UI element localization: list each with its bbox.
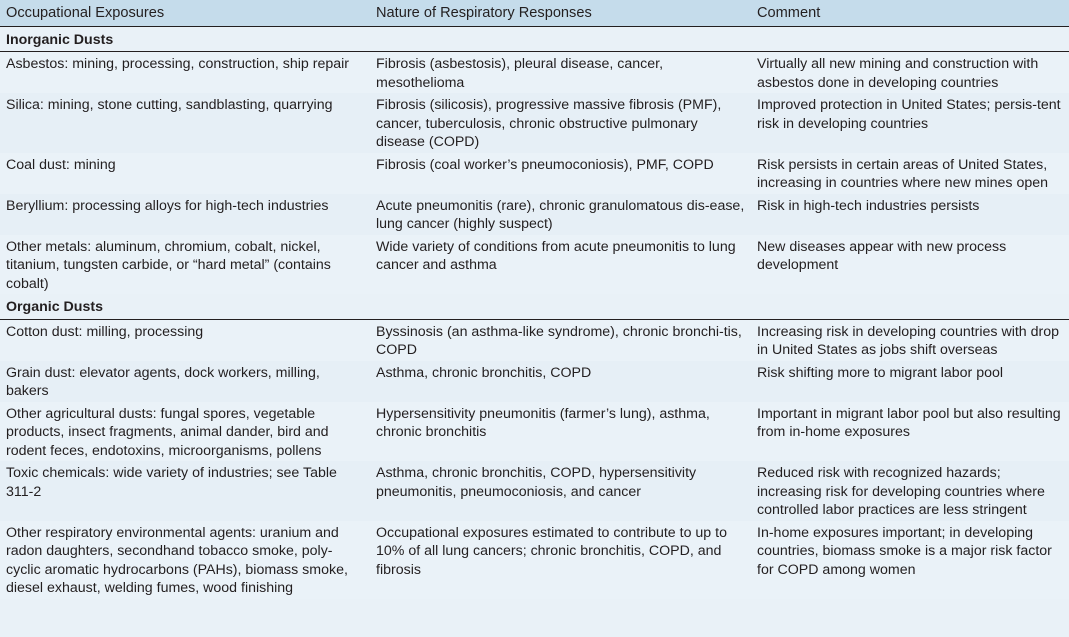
- comment-cell: New diseases appear with new process development: [751, 235, 1069, 295]
- table-row: [0, 194, 1069, 235]
- comment-cell: In-home exposures important; in developing countries, biomass smoke is a major risk factor for COPD among women: [751, 521, 1069, 599]
- comment-cell: Virtually all new mining and construction with asbestos done in developing countries: [751, 52, 1069, 94]
- response-cell: Hypersensitivity pneumonitis (farmer’s lung), asthma, chronic bronchitis: [370, 402, 751, 462]
- table-row: [0, 402, 1069, 462]
- exposure-cell: Cotton dust: milling, processing: [0, 319, 370, 361]
- header-exposures: Occupational Exposures: [0, 0, 370, 26]
- exposure-cell: Beryllium: processing alloys for high-tech industries: [0, 194, 370, 235]
- comment-cell: Improved protection in United States; persis-tent risk in developing countries: [751, 93, 1069, 153]
- response-cell: Fibrosis (silicosis), progressive massive fibrosis (PMF), cancer, tuberculosis, chronic obstructive pulmonary disease (COPD): [370, 93, 751, 153]
- response-cell: Byssinosis (an asthma-like syndrome), chronic bronchi-tis, COPD: [370, 319, 751, 361]
- response-cell: Occupational exposures estimated to contribute to up to 10% of all lung cancers; chronic bronchitis, COPD, and fibrosis: [370, 521, 751, 599]
- comment-cell: Risk in high-tech industries persists: [751, 194, 1069, 235]
- header-row: [0, 0, 1069, 26]
- response-cell: Acute pneumonitis (rare), chronic granulomatous dis-ease, lung cancer (highly suspect): [370, 194, 751, 235]
- table-row: [0, 235, 1069, 295]
- response-cell: Asthma, chronic bronchitis, COPD, hypersensitivity pneumonitis, pneumoconiosis, and cancer: [370, 461, 751, 521]
- table-row: [0, 461, 1069, 521]
- exposure-cell: Silica: mining, stone cutting, sandblasting, quarrying: [0, 93, 370, 153]
- section-title: Organic Dusts: [0, 294, 1069, 319]
- table-row: [0, 93, 1069, 153]
- exposure-cell: Other metals: aluminum, chromium, cobalt, nickel, titanium, tungsten carbide, or “hard metal” (contains cobalt): [0, 235, 370, 295]
- section-title: Inorganic Dusts: [0, 26, 1069, 52]
- exposure-cell: Coal dust: mining: [0, 153, 370, 194]
- comment-cell: Risk shifting more to migrant labor pool: [751, 361, 1069, 402]
- table-row: [0, 521, 1069, 599]
- exposure-cell: Other respiratory environmental agents: uranium and radon daughters, secondhand tobacco smoke, poly-cyclic aromatic hydrocarbons (PAHs), biomass smoke, diesel exhaust, welding fumes, wood finishing: [0, 521, 370, 599]
- table-row: [0, 153, 1069, 194]
- exposure-cell: Toxic chemicals: wide variety of industries; see Table 311-2: [0, 461, 370, 521]
- table-row: [0, 361, 1069, 402]
- header-comment: Comment: [751, 0, 1069, 26]
- section-row-organic: [0, 294, 1069, 319]
- comment-cell: Important in migrant labor pool but also resulting from in-home exposures: [751, 402, 1069, 462]
- comment-cell: Increasing risk in developing countries with drop in United States as jobs shift overseas: [751, 319, 1069, 361]
- response-cell: Fibrosis (asbestosis), pleural disease, cancer, mesothelioma: [370, 52, 751, 94]
- comment-cell: Risk persists in certain areas of United States, increasing in countries where new mines open: [751, 153, 1069, 194]
- header-responses: Nature of Respiratory Responses: [370, 0, 751, 26]
- response-cell: Wide variety of conditions from acute pneumonitis to lung cancer and asthma: [370, 235, 751, 295]
- response-cell: Asthma, chronic bronchitis, COPD: [370, 361, 751, 402]
- table-row: [0, 319, 1069, 361]
- table-row: [0, 52, 1069, 94]
- exposure-cell: Grain dust: elevator agents, dock workers, milling, bakers: [0, 361, 370, 402]
- comment-cell: Reduced risk with recognized hazards; increasing risk for developing countries where controlled labor practices are less stringent: [751, 461, 1069, 521]
- response-cell: Fibrosis (coal worker’s pneumoconiosis), PMF, COPD: [370, 153, 751, 194]
- section-row-inorganic: [0, 26, 1069, 52]
- exposure-cell: Asbestos: mining, processing, construction, ship repair: [0, 52, 370, 94]
- exposure-cell: Other agricultural dusts: fungal spores, vegetable products, insect fragments, animal dander, bird and rodent feces, endotoxins, microorganisms, pollens: [0, 402, 370, 462]
